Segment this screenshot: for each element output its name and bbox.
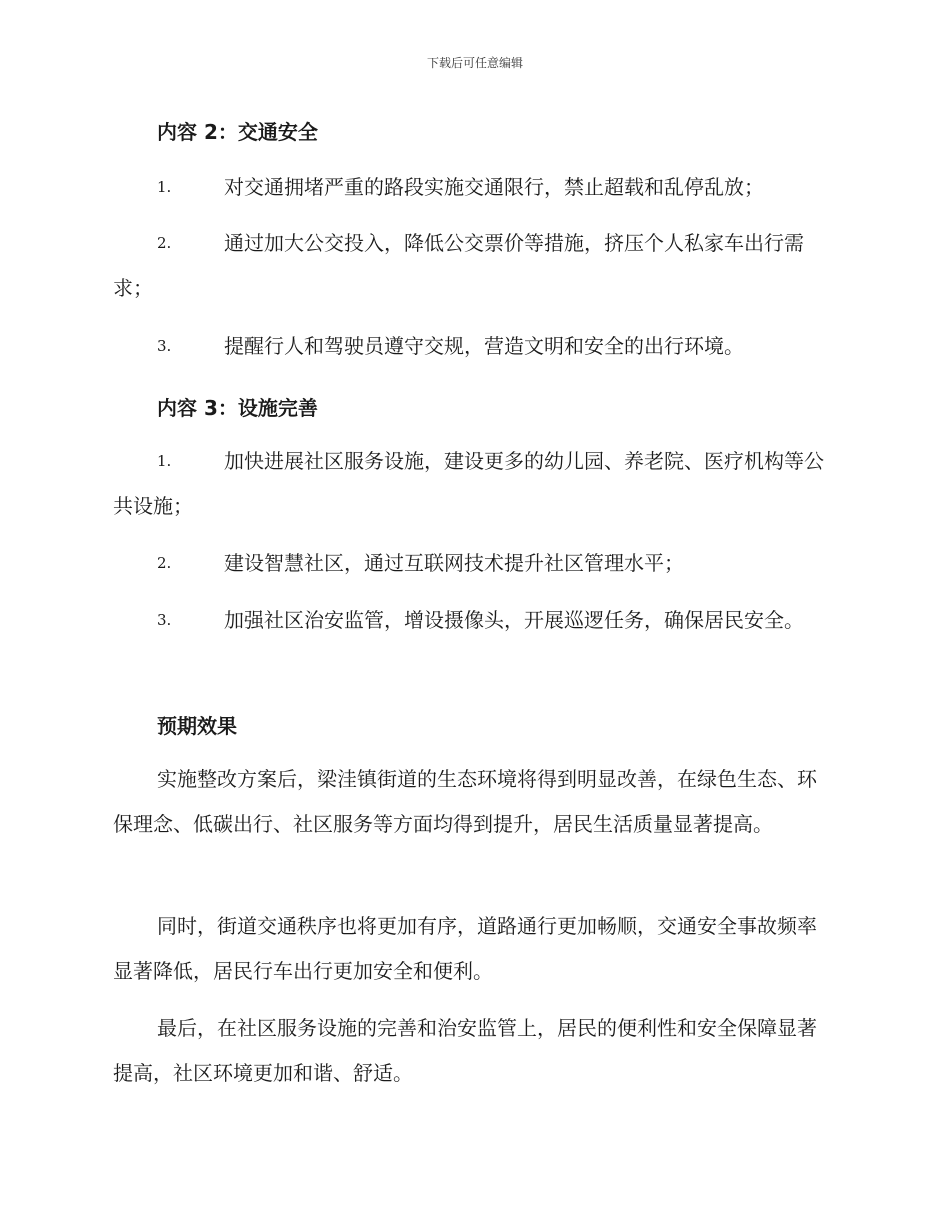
list-item-number: 3. bbox=[157, 611, 172, 629]
list-item-text: 对交通拥堵严重的路段实施交通限行，禁止超载和乱停乱放； bbox=[224, 175, 764, 199]
list-item bbox=[113, 598, 835, 643]
list-item-text: 通过加大公交投入，降低公交票价等措施，挤压个人私家车出行需求； bbox=[113, 231, 804, 300]
page-header: 下载后可任意编辑 bbox=[426, 56, 523, 70]
list-item bbox=[113, 324, 835, 369]
paragraph: 实施整改方案后，梁洼镇街道的生态环境将得到明显改善，在绿色生态、环保理念、低碳出行、社区服务等方面均得到提升，居民生活质量显著提高。 bbox=[113, 767, 817, 836]
list-item-number: 2. bbox=[157, 554, 172, 572]
list-item-text: 加快进展社区服务设施，建设更多的幼儿园、养老院、医疗机构等公共设施； bbox=[113, 449, 824, 518]
list-item bbox=[113, 165, 835, 210]
list-item-text: 建设智慧社区，通过互联网技术提升社区管理水平； bbox=[224, 551, 684, 575]
list-item-number: 2. bbox=[157, 234, 172, 252]
list-item-number: 1. bbox=[157, 178, 172, 196]
list-item-text: 加强社区治安监管，增设摄像头，开展巡逻任务，确保居民安全。 bbox=[224, 608, 804, 632]
section-heading-traffic: 内容 2：交通安全 bbox=[157, 120, 318, 144]
list-item-number: 3. bbox=[157, 337, 172, 355]
paragraph: 最后，在社区服务设施的完善和治安监管上，居民的便利性和安全保障显著提高，社区环境更加和谐、舒适。 bbox=[113, 1016, 817, 1085]
list-item-number: 1. bbox=[157, 452, 172, 470]
section-heading-facilities: 内容 3：设施完善 bbox=[157, 396, 318, 420]
list-item bbox=[113, 541, 835, 586]
section-heading-effects: 预期效果 bbox=[157, 714, 237, 738]
paragraph: 同时，街道交通秩序也将更加有序，道路通行更加畅顺，交通安全事故频率显著降低，居民行车出行更加安全和便利。 bbox=[113, 914, 817, 983]
list-item-text: 提醒行人和驾驶员遵守交规，营造文明和安全的出行环境。 bbox=[224, 334, 744, 358]
list-item bbox=[113, 221, 835, 311]
list-item bbox=[113, 439, 835, 529]
